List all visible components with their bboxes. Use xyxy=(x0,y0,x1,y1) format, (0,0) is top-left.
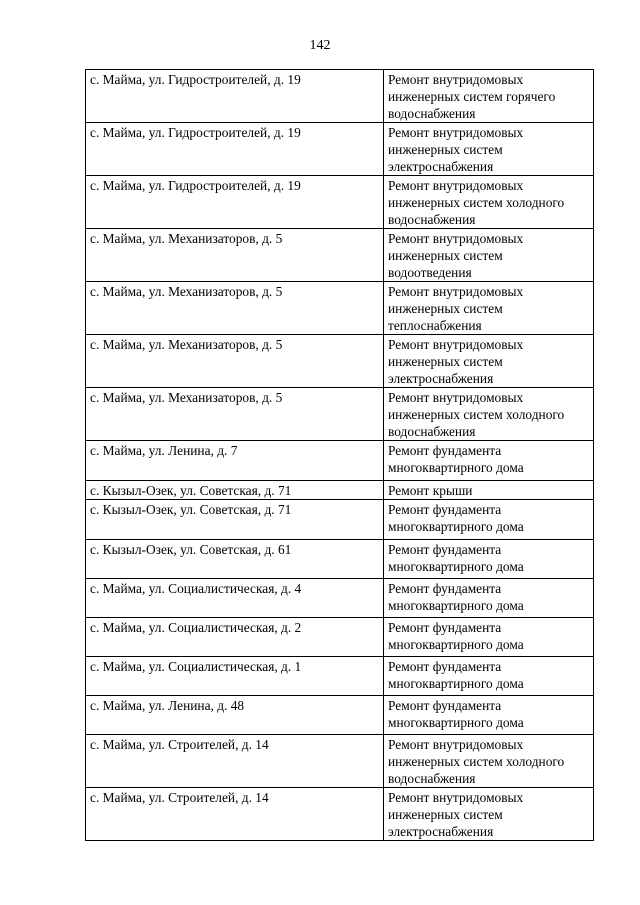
work-cell: Ремонт фундамента многоквартирного дома xyxy=(384,618,594,657)
address-cell: с. Майма, ул. Механизаторов, д. 5 xyxy=(86,282,384,335)
work-cell: Ремонт фундамента многоквартирного дома xyxy=(384,500,594,540)
table-row xyxy=(86,481,594,500)
works-table xyxy=(85,69,594,841)
address-cell: с. Майма, ул. Социалистическая, д. 4 xyxy=(86,579,384,618)
work-cell: Ремонт внутридомовых инженерных систем электроснабжения xyxy=(384,335,594,388)
address-cell: с. Майма, ул. Ленина, д. 48 xyxy=(86,696,384,735)
work-cell: Ремонт внутридомовых инженерных систем холодного водоснабжения xyxy=(384,735,594,788)
address-cell: с. Майма, ул. Механизаторов, д. 5 xyxy=(86,335,384,388)
work-cell: Ремонт внутридомовых инженерных систем горячего водоснабжения xyxy=(384,70,594,123)
table-row xyxy=(86,335,594,388)
work-cell: Ремонт крыши xyxy=(384,481,594,500)
address-cell: с. Кызыл-Озек, ул. Советская, д. 71 xyxy=(86,500,384,540)
work-cell: Ремонт внутридомовых инженерных систем теплоснабжения xyxy=(384,282,594,335)
work-cell: Ремонт внутридомовых инженерных систем холодного водоснабжения xyxy=(384,176,594,229)
works-table-body xyxy=(86,70,594,841)
table-row xyxy=(86,579,594,618)
address-cell: с. Майма, ул. Социалистическая, д. 1 xyxy=(86,657,384,696)
table-row xyxy=(86,388,594,441)
table-row xyxy=(86,123,594,176)
table-row xyxy=(86,176,594,229)
work-cell: Ремонт внутридомовых инженерных систем электроснабжения xyxy=(384,788,594,841)
table-row xyxy=(86,735,594,788)
table-row xyxy=(86,696,594,735)
address-cell: с. Майма, ул. Строителей, д. 14 xyxy=(86,735,384,788)
address-cell: с. Майма, ул. Механизаторов, д. 5 xyxy=(86,388,384,441)
work-cell: Ремонт внутридомовых инженерных систем водоотведения xyxy=(384,229,594,282)
work-cell: Ремонт фундамента многоквартирного дома xyxy=(384,441,594,481)
address-cell: с. Кызыл-Озек, ул. Советская, д. 71 xyxy=(86,481,384,500)
address-cell: с. Майма, ул. Гидростроителей, д. 19 xyxy=(86,176,384,229)
address-cell: с. Майма, ул. Строителей, д. 14 xyxy=(86,788,384,841)
address-cell: с. Майма, ул. Гидростроителей, д. 19 xyxy=(86,123,384,176)
table-row xyxy=(86,441,594,481)
address-cell: с. Майма, ул. Ленина, д. 7 xyxy=(86,441,384,481)
work-cell: Ремонт фундамента многоквартирного дома xyxy=(384,657,594,696)
work-cell: Ремонт внутридомовых инженерных систем холодного водоснабжения xyxy=(384,388,594,441)
address-cell: с. Майма, ул. Гидростроителей, д. 19 xyxy=(86,70,384,123)
page-number: 142 xyxy=(309,38,331,53)
table-row xyxy=(86,229,594,282)
table-row xyxy=(86,282,594,335)
table-row xyxy=(86,788,594,841)
table-row xyxy=(86,657,594,696)
work-cell: Ремонт фундамента многоквартирного дома xyxy=(384,696,594,735)
table-row xyxy=(86,500,594,540)
address-cell: с. Майма, ул. Механизаторов, д. 5 xyxy=(86,229,384,282)
table-row xyxy=(86,618,594,657)
work-cell: Ремонт фундамента многоквартирного дома xyxy=(384,540,594,579)
table-row xyxy=(86,540,594,579)
address-cell: с. Майма, ул. Социалистическая, д. 2 xyxy=(86,618,384,657)
work-cell: Ремонт внутридомовых инженерных систем электроснабжения xyxy=(384,123,594,176)
address-cell: с. Кызыл-Озек, ул. Советская, д. 61 xyxy=(86,540,384,579)
table-row xyxy=(86,70,594,123)
work-cell: Ремонт фундамента многоквартирного дома xyxy=(384,579,594,618)
